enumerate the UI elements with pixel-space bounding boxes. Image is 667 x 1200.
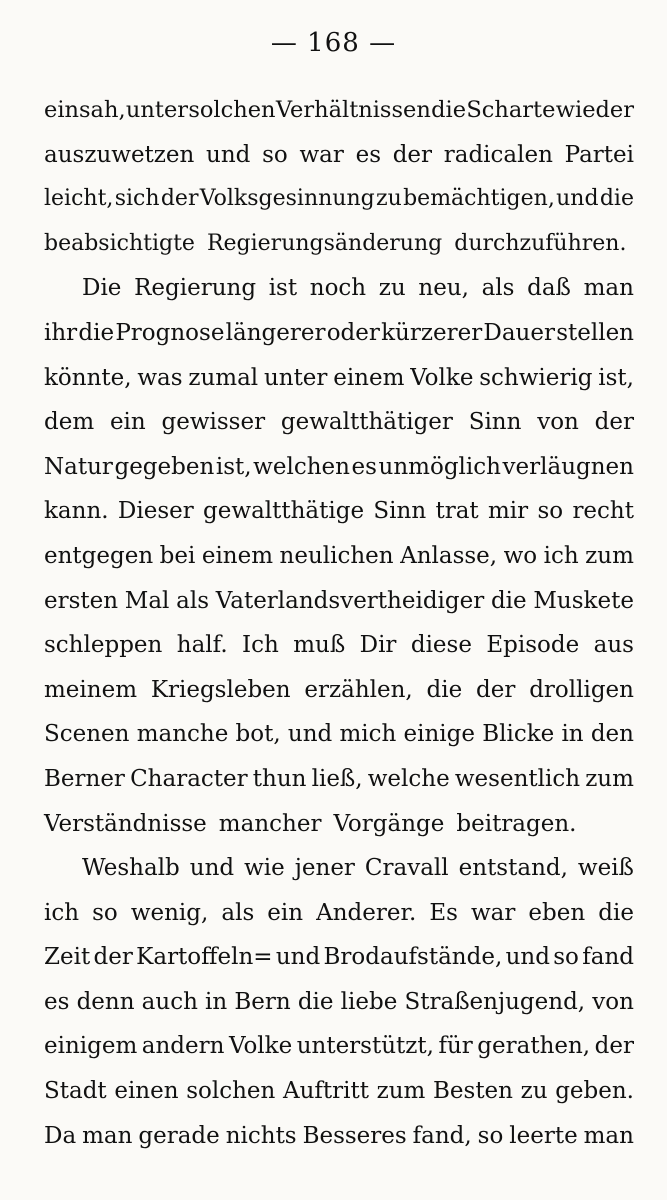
word: gewisser: [161, 409, 266, 436]
word: aus: [593, 632, 634, 659]
word: der: [160, 186, 199, 212]
word: ersten: [44, 587, 119, 614]
word: der: [392, 141, 433, 168]
word: unter: [263, 364, 328, 391]
word: mancher: [218, 810, 322, 837]
word: Volksgesinnung: [199, 186, 375, 212]
text-line: [44, 356, 634, 401]
text-line: [44, 534, 634, 579]
word: Stadt: [44, 1078, 107, 1105]
word: Vorgänge: [333, 810, 445, 837]
word: so: [92, 899, 118, 926]
text-line: [44, 133, 634, 178]
page-number: — 168 —: [270, 28, 397, 58]
word: Brodaufstände,: [323, 944, 503, 971]
word: wenig,: [130, 899, 209, 926]
word: unterstützt,: [296, 1033, 434, 1060]
word: Verhältnissen: [275, 97, 431, 123]
word: die: [297, 988, 334, 1015]
word: leerte: [509, 1122, 578, 1149]
text-line: [44, 266, 634, 311]
word: ich: [44, 899, 80, 926]
word: eben: [528, 899, 586, 926]
word: noch: [309, 275, 367, 302]
word: welchen: [253, 453, 350, 480]
word: es: [44, 988, 70, 1015]
word: Scharte: [466, 97, 556, 123]
word: Auftritt: [282, 1078, 369, 1105]
word: Weshalb: [82, 855, 180, 882]
word: kann.: [44, 498, 109, 525]
word: fand,: [412, 1122, 472, 1149]
word: für: [438, 1033, 473, 1060]
word: beabsichtigte: [44, 230, 195, 256]
text-line: [44, 980, 634, 1025]
word: erzählen,: [304, 676, 413, 703]
word: denn: [76, 988, 135, 1015]
word: einem: [333, 364, 405, 391]
word: liebe: [340, 988, 398, 1015]
word: leicht,: [44, 186, 114, 212]
word: Blicke: [482, 721, 555, 748]
word: thun: [252, 765, 307, 792]
word: beitragen.: [456, 810, 577, 837]
word: einige: [403, 721, 475, 748]
word: Sinn: [468, 409, 522, 436]
word: mir: [487, 498, 529, 525]
word: Volke: [410, 364, 474, 391]
word: ist: [268, 275, 298, 302]
word: weiß: [577, 855, 634, 882]
word: Kriegsleben: [150, 676, 291, 703]
word: die: [598, 899, 634, 926]
word: stellen: [556, 319, 634, 346]
word: manche: [136, 721, 229, 748]
word: ist,: [215, 453, 252, 480]
word: recht: [572, 498, 634, 525]
word: ihr: [44, 319, 78, 346]
word: Die: [82, 275, 122, 302]
word: Natur: [44, 453, 113, 480]
text-line: [44, 1069, 634, 1114]
word: zu: [376, 186, 402, 212]
word: Vaterlandsvertheidiger: [215, 587, 485, 614]
word: Muskete: [533, 587, 634, 614]
text-line: [44, 935, 634, 980]
word: ließ,: [311, 765, 363, 792]
word: zumal: [188, 364, 259, 391]
word: in: [561, 721, 584, 748]
body-text: [44, 88, 634, 1158]
text-line: [44, 222, 634, 267]
word: und: [556, 186, 599, 212]
word: Besseres: [302, 1122, 407, 1149]
word: andern: [141, 1033, 225, 1060]
word: neu,: [418, 275, 469, 302]
text-line: [44, 88, 634, 133]
word: Besten: [433, 1078, 513, 1105]
word: ein: [267, 899, 304, 926]
word: Anderer.: [316, 899, 417, 926]
word: neulichen: [279, 542, 394, 569]
word: bei: [159, 542, 196, 569]
word: wie: [244, 855, 285, 882]
text-line: [44, 1024, 634, 1069]
word: der: [594, 1033, 634, 1060]
word: unter: [125, 97, 189, 123]
word: half.: [176, 632, 228, 659]
word: Anlasse,: [400, 542, 498, 569]
text-line: [44, 891, 634, 936]
text-line: [44, 579, 634, 624]
word: der: [93, 944, 133, 971]
word: und: [275, 944, 321, 971]
word: welche: [367, 765, 450, 792]
word: zu: [520, 1078, 548, 1105]
word: drolligen: [529, 676, 634, 703]
word: Volke: [228, 1033, 293, 1060]
word: auch: [141, 988, 198, 1015]
word: in: [205, 988, 228, 1015]
word: Bern: [234, 988, 291, 1015]
word: es: [351, 453, 377, 480]
word: Straßenjugend,: [404, 988, 586, 1015]
word: Episode: [486, 632, 580, 659]
text-line: [44, 668, 634, 713]
word: und: [505, 944, 550, 971]
word: fand: [582, 944, 634, 971]
word: von: [592, 988, 634, 1015]
word: gerade: [138, 1122, 220, 1149]
word: durchzuführen.: [454, 230, 627, 256]
word: und: [206, 141, 251, 168]
word: Mal: [124, 587, 170, 614]
word: daß: [527, 275, 571, 302]
word: Es: [429, 899, 458, 926]
word: nichts: [225, 1122, 297, 1149]
word: die: [78, 319, 115, 346]
word: zum: [585, 765, 634, 792]
word: einen: [114, 1078, 179, 1105]
word: der: [476, 676, 516, 703]
word: so: [553, 944, 579, 971]
text-line: [44, 177, 634, 222]
word: einem: [201, 542, 274, 569]
word: längerer: [225, 319, 326, 346]
word: entgegen: [44, 542, 154, 569]
word: Dieser: [117, 498, 194, 525]
word: die: [426, 676, 463, 703]
word: wieder: [555, 97, 634, 123]
text-line: [44, 623, 634, 668]
word: man: [82, 1122, 133, 1149]
word: gerathen,: [477, 1033, 591, 1060]
word: was: [137, 364, 183, 391]
word: geben.: [555, 1078, 634, 1105]
word: verläugnen: [502, 453, 634, 480]
word: Zeit: [44, 944, 91, 971]
word: war: [470, 899, 516, 926]
text-line: [44, 400, 634, 445]
text-line: [44, 757, 634, 802]
word: muß: [293, 632, 346, 659]
word: zum: [376, 1078, 426, 1105]
word: dem: [44, 409, 95, 436]
word: Verständnisse: [44, 810, 207, 837]
word: gewaltthätige: [203, 498, 365, 525]
word: Dir: [359, 632, 397, 659]
word: sich: [114, 186, 160, 212]
word: Ich: [242, 632, 279, 659]
word: schwierig: [479, 364, 593, 391]
word: ich: [543, 542, 579, 569]
word: Da: [44, 1122, 77, 1149]
word: einigem: [44, 1033, 138, 1060]
word: schleppen: [44, 632, 163, 659]
word: radicalen: [443, 141, 553, 168]
text-line: [44, 445, 634, 490]
word: Regierungsänderung: [206, 230, 443, 256]
word: bemächtigen,: [403, 186, 555, 212]
word: und: [189, 855, 235, 882]
word: man: [583, 1122, 634, 1149]
word: so: [537, 498, 564, 525]
word: den: [590, 721, 634, 748]
word: ein: [109, 409, 146, 436]
word: einsah,: [44, 97, 126, 123]
word: zu: [378, 275, 406, 302]
word: als: [481, 275, 515, 302]
word: entstand,: [458, 855, 568, 882]
word: oder: [326, 319, 380, 346]
text-line: [44, 712, 634, 757]
word: man: [583, 275, 634, 302]
word: meinem: [44, 676, 138, 703]
text-line: [44, 1114, 634, 1159]
word: gegeben: [114, 453, 215, 480]
text-line: [44, 489, 634, 534]
word: diese: [410, 632, 472, 659]
word: Sinn: [373, 498, 427, 525]
word: Dauer: [483, 319, 555, 346]
word: die: [431, 97, 467, 123]
word: der: [594, 409, 634, 436]
word: unmöglich: [378, 453, 501, 480]
word: die: [599, 186, 634, 212]
word: mich: [339, 721, 397, 748]
text-line: [44, 846, 634, 891]
word: Kartoffeln=: [136, 944, 273, 971]
word: als: [221, 899, 255, 926]
word: auszuwetzen: [44, 141, 195, 168]
word: zum: [585, 542, 634, 569]
text-line: [44, 802, 634, 847]
word: so: [477, 1122, 504, 1149]
word: ist,: [598, 364, 634, 391]
word: könnte,: [44, 364, 132, 391]
word: von: [537, 409, 579, 436]
word: gewaltthätiger: [280, 409, 453, 436]
word: und: [287, 721, 333, 748]
word: Regierung: [134, 275, 257, 302]
word: solchen: [186, 1078, 276, 1105]
text-line: [44, 311, 634, 356]
word: wesentlich: [454, 765, 581, 792]
word: Berner: [44, 765, 125, 792]
word: trat: [435, 498, 479, 525]
word: Character: [130, 765, 248, 792]
word: so: [262, 141, 288, 168]
word: Scenen: [44, 721, 130, 748]
word: Cravall: [364, 855, 449, 882]
word: die: [490, 587, 527, 614]
word: als: [176, 587, 210, 614]
word: wo: [503, 542, 538, 569]
word: solchen: [188, 97, 276, 123]
word: Prognose: [115, 319, 225, 346]
word: bot,: [235, 721, 281, 748]
word: kürzerer: [381, 319, 483, 346]
word: war: [299, 141, 344, 168]
word: jener: [294, 855, 355, 882]
word: Partei: [564, 141, 634, 168]
word: es: [355, 141, 381, 168]
